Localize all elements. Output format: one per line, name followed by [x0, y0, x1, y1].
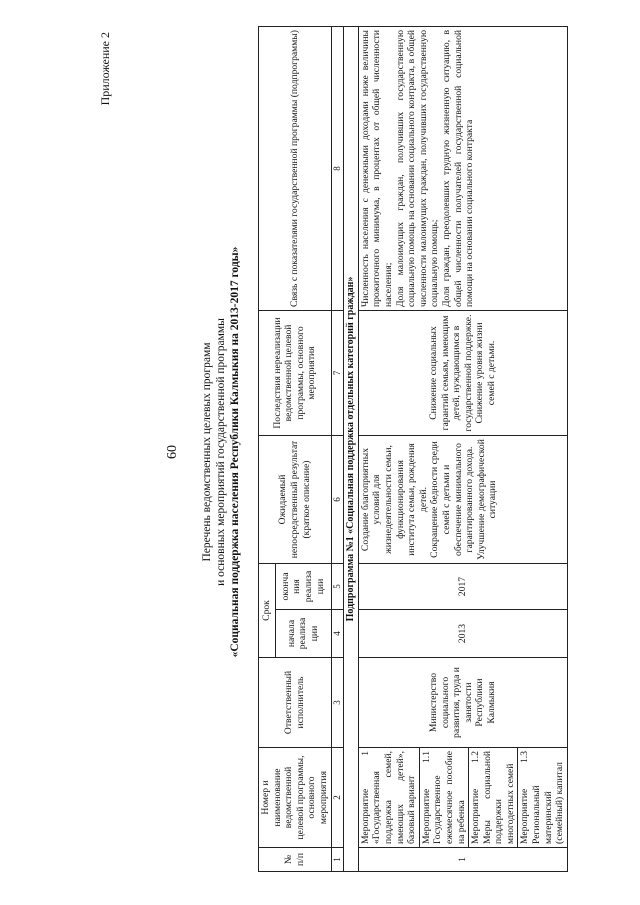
title-line: и основных мероприятий государственной программы — [215, 318, 227, 586]
column-number-row — [331, 27, 344, 872]
link-line: Численность населения с денежными доходами ниже величины прожиточного минимума, в процентах от общей численности населения; — [359, 30, 394, 307]
col-header-executor: Ответственный исполнитель — [259, 658, 332, 748]
col-header-link: Связь с показателями государственной программы (подпрограммы) — [259, 27, 332, 311]
col-number: 7 — [331, 311, 344, 436]
result-line: Улучшение демографической ситуации — [475, 439, 499, 560]
col-header-consequences: Последствия нереализации ведомственной целевой программы, основного мероприятия — [259, 311, 332, 436]
result-line: Создание благоприятных условий для жизнедеятельности семьи, функционирования института семьи, рождения детей. — [359, 443, 429, 556]
consequences-cell — [358, 311, 567, 436]
consequence-line: Снижение социальных гарантий семьям, имеющим детей, нуждающимся в государственной поддержке. — [428, 314, 474, 432]
title-line: Перечень ведомственных целевых программ — [201, 342, 213, 562]
link-cell — [358, 27, 567, 311]
document-title — [200, 12, 242, 892]
col-header-result: Ожидаемый непосредственный результат (краткое описание) — [259, 436, 332, 564]
table-row — [358, 27, 419, 872]
rotated-sheet — [20, 12, 620, 892]
col-number: 5 — [331, 564, 344, 610]
measure-name: Мероприятие 1.2 Меры социальной поддержки многодетных семей — [469, 748, 518, 848]
title-line-program: «Социальная поддержка населения Республики Калмыкия на 2013-2017 годы» — [229, 246, 241, 658]
end-year: 2017 — [358, 564, 567, 610]
col-number: 3 — [331, 658, 344, 748]
measures-table — [258, 26, 568, 872]
measure-name: Мероприятие 1.3 Региональный материнский (семейный) капитал — [518, 748, 567, 848]
header-row — [259, 27, 276, 872]
link-line: Доля малоимущих граждан, получивших государственную социальную помощь на основании социального контракта, в общей численности малоимущих граждан, получивших государственную социальную помощь; — [394, 30, 441, 307]
col-header-name: Номер и наименование ведомственной целевой программы, основного мероприятия — [259, 748, 332, 848]
col-header-num: № п/п — [259, 848, 332, 872]
col-header-term: Срок — [259, 564, 276, 658]
executor-cell: Министерство социального развития, труда и занятости Республики Калмыкия — [358, 658, 567, 748]
col-number: 6 — [331, 436, 344, 564]
col-number: 2 — [331, 748, 344, 848]
result-line: Сокращение бедности среди семей с детьми и обеспечение минимального гарантированного дохода. — [429, 441, 476, 558]
subprogram-title: Подпрограмма №1 «Социальная поддержка отдельных категорий граждан» — [344, 27, 359, 872]
col-number: 8 — [331, 27, 344, 311]
consequence-line: Снижение уровня жизни семей с детьми. — [474, 322, 497, 424]
measure-name: Мероприятие 1.1 Государственное ежемесячное пособие на ребенка — [419, 748, 468, 848]
link-line: Доля граждан, преодолевших трудную жизненную ситуацию, в общей численности получателей государственной социальной помощи на основании социального контракта — [440, 30, 476, 307]
col-number: 1 — [331, 848, 344, 872]
page-number: 60 — [165, 445, 180, 459]
subprogram-row — [344, 27, 359, 872]
appendix-label: Приложение 2 — [98, 32, 112, 106]
row-number: 1 — [358, 848, 567, 872]
col-header-end: оконча ния реализа ции — [275, 564, 331, 610]
start-year: 2013 — [358, 610, 567, 658]
col-header-start: начала реализа ции — [275, 610, 331, 658]
col-number: 4 — [331, 610, 344, 658]
result-cell — [358, 436, 567, 564]
measure-name: Мероприятие 1 «Государственная поддержка семей, имеющих детей», базовый вариант — [358, 748, 419, 848]
